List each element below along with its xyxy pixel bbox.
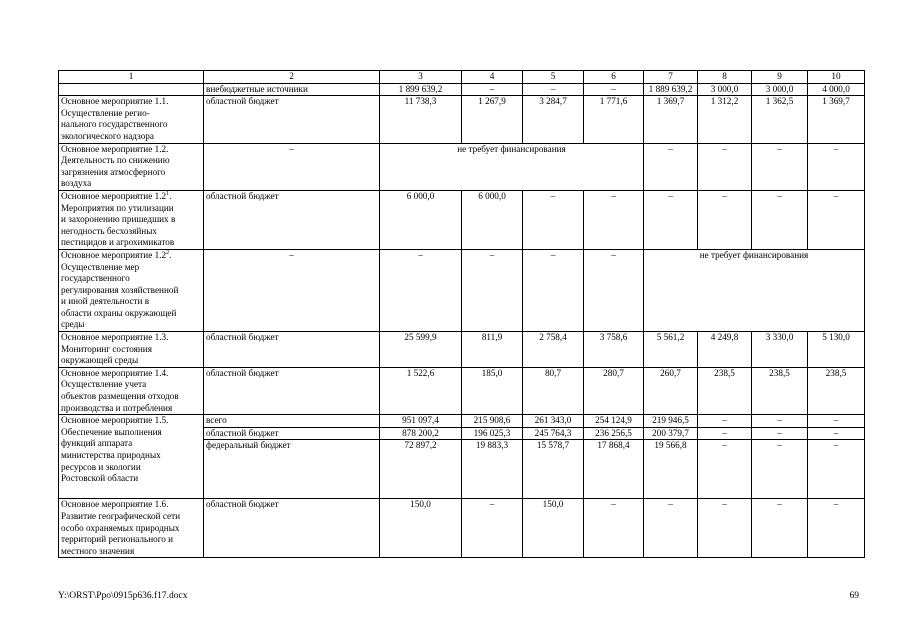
- value-cell: 238,5: [752, 367, 808, 414]
- table-row: [59, 190, 865, 249]
- value-cell: –: [584, 190, 644, 249]
- value-cell: –: [808, 440, 865, 499]
- value-cell: –: [462, 499, 523, 558]
- header-cell: 9: [752, 71, 808, 84]
- source-cell: областной бюджет: [204, 427, 380, 440]
- activity-line: Основное мероприятие $1.2^2$.: [61, 249, 172, 260]
- value-cell: 25 599,9: [380, 332, 462, 368]
- header-cell: 10: [808, 71, 865, 84]
- value-cell: 1 362,5: [752, 96, 808, 143]
- value-cell: –: [698, 499, 752, 558]
- activity-line: Осуществление мер: [61, 261, 140, 272]
- activity-line: Мониторинг состояния: [61, 343, 152, 354]
- header-cell: 5: [523, 71, 584, 84]
- file-path-footer: Y:\ORST\Ppo\0915p636.f17.docx: [58, 591, 188, 601]
- source-cell: областной бюджет: [204, 190, 380, 249]
- header-row: [59, 71, 865, 84]
- activity-line: воздуха: [61, 178, 92, 189]
- activity-line: загрязнения атмосферного: [61, 166, 166, 177]
- activity-line: пестицидов и агрохимикатов: [61, 237, 175, 248]
- activity-cell: [59, 367, 204, 414]
- value-cell: 3 330,0: [752, 332, 808, 368]
- value-cell: 4 249,8: [698, 332, 752, 368]
- activity-line: окружающей среды: [61, 355, 139, 366]
- activity-line: нального государственного: [61, 119, 168, 130]
- activity-cell: [59, 190, 204, 249]
- value-cell: 2 758,4: [523, 332, 584, 368]
- footnote-sup: 2: [166, 249, 170, 256]
- activity-line: местного значения: [61, 545, 135, 556]
- page-number: 69: [849, 591, 859, 601]
- activity-line: Ростовской области: [61, 473, 139, 484]
- activity-line: негодность бесхозяйных: [61, 225, 157, 236]
- value-cell: 5 130,0: [808, 332, 865, 368]
- value-cell: 280,7: [584, 367, 644, 414]
- value-cell: –: [523, 249, 584, 331]
- value-cell: 3 000,0: [752, 83, 808, 96]
- value-cell: –: [644, 143, 698, 190]
- value-cell: 17 868,4: [584, 440, 644, 499]
- activity-cell: [59, 415, 204, 499]
- activity-cell: [59, 249, 204, 331]
- activity-line: и иной деятельности в: [61, 296, 150, 307]
- value-cell: –: [698, 440, 752, 499]
- value-cell: 878 200,2: [380, 427, 462, 440]
- value-cell: 1 899 639,2: [380, 83, 462, 96]
- activity-line: Основное мероприятие 1.6.: [61, 499, 169, 510]
- value-cell: 1 771,6: [584, 96, 644, 143]
- value-cell: –: [462, 83, 523, 96]
- activity-line: объектов размещения отходов: [61, 391, 179, 402]
- value-cell: –: [584, 83, 644, 96]
- activity-line: и захоронению пришедших в: [61, 214, 176, 225]
- source-cell: областной бюджет: [204, 332, 380, 368]
- header-cell: 7: [644, 71, 698, 84]
- value-cell: –: [752, 440, 808, 499]
- header-cell: 6: [584, 71, 644, 84]
- source-cell: областной бюджет: [204, 96, 380, 143]
- activity-cell: [59, 143, 204, 190]
- source-cell: федеральный бюджет: [204, 440, 380, 499]
- header-cell: 3: [380, 71, 462, 84]
- source-cell: внебюджетные источники: [204, 83, 380, 96]
- value-cell: –: [644, 190, 698, 249]
- value-cell: 1 369,7: [808, 96, 865, 143]
- source-cell: областной бюджет: [204, 499, 380, 558]
- header-cell: 2: [204, 71, 380, 84]
- value-cell: –: [584, 249, 644, 331]
- value-cell: 1 889 639,2: [644, 83, 698, 96]
- value-cell: 236 256,5: [584, 427, 644, 440]
- header-cell: 1: [59, 71, 204, 84]
- source-cell: областной бюджет: [204, 367, 380, 414]
- value-cell: 215 908,6: [462, 415, 523, 428]
- activity-line: среды: [61, 319, 85, 330]
- value-cell: –: [698, 190, 752, 249]
- source-cell: –: [204, 143, 380, 190]
- table-row: [59, 143, 865, 190]
- value-cell: –: [752, 143, 808, 190]
- activity-line: Основное мероприятие 1.1.: [61, 96, 169, 107]
- table-row: [59, 249, 865, 331]
- header-cell: 4: [462, 71, 523, 84]
- table-row: [59, 415, 865, 428]
- value-cell: –: [644, 499, 698, 558]
- value-cell: 811,9: [462, 332, 523, 368]
- value-cell: –: [808, 190, 865, 249]
- value-cell: 1 267,9: [462, 96, 523, 143]
- value-cell: 4 000,0: [808, 83, 865, 96]
- table-row: [59, 83, 865, 96]
- value-cell: –: [808, 143, 865, 190]
- value-cell: –: [698, 427, 752, 440]
- value-cell: 1 312,2: [698, 96, 752, 143]
- activity-line: Осуществление регио-: [61, 107, 150, 118]
- activity-cell: [59, 332, 204, 368]
- activity-line: государственного: [61, 273, 130, 284]
- value-cell: –: [752, 190, 808, 249]
- value-cell: 11 738,3: [380, 96, 462, 143]
- value-cell: 245 764,3: [523, 427, 584, 440]
- value-cell: 1 369,7: [644, 96, 698, 143]
- value-cell: 80,7: [523, 367, 584, 414]
- value-cell: 260,7: [644, 367, 698, 414]
- value-cell: 951 097,4: [380, 415, 462, 428]
- value-cell: 196 025,3: [462, 427, 523, 440]
- table-row: [59, 499, 865, 558]
- activity-line: функций аппарата: [61, 438, 133, 449]
- value-cell: 150,0: [380, 499, 462, 558]
- value-cell: 72 897,2: [380, 440, 462, 499]
- value-cell: –: [462, 249, 523, 331]
- source-cell: –: [204, 249, 380, 331]
- value-cell: 254 124,9: [584, 415, 644, 428]
- activity-line: области охраны окружающей: [61, 307, 177, 318]
- activity-line: регулирования хозяйственной: [61, 284, 179, 295]
- activity-line: министерства природных: [61, 450, 161, 460]
- value-cell: 238,5: [808, 367, 865, 414]
- activity-line: Основное мероприятие 1.4.: [61, 367, 169, 378]
- activity-line: Основное мероприятие 1.2.: [61, 143, 169, 154]
- value-cell: –: [698, 415, 752, 428]
- activity-line: Основное мероприятие 1.5.: [61, 415, 169, 426]
- activity-cell: [59, 499, 204, 558]
- value-cell: 15 578,7: [523, 440, 584, 499]
- value-cell: –: [698, 143, 752, 190]
- value-cell: –: [752, 427, 808, 440]
- value-cell: 3 284,7: [523, 96, 584, 143]
- table-row: [59, 367, 865, 414]
- value-cell: 1 522,6: [380, 367, 462, 414]
- header-cell: 8: [698, 71, 752, 84]
- table-row: [59, 332, 865, 368]
- activity-line: Развитие географической сети: [61, 511, 181, 521]
- value-cell: –: [523, 83, 584, 96]
- table-row: [59, 96, 865, 143]
- value-cell: –: [752, 415, 808, 428]
- value-cell: –: [584, 499, 644, 558]
- activity-line: территорий регионального и: [61, 534, 174, 545]
- value-cell: 261 343,0: [523, 415, 584, 428]
- activity-line: Основное мероприятие $1.2^1$.: [61, 190, 172, 201]
- value-cell: –: [808, 499, 865, 558]
- value-cell: 150,0: [523, 499, 584, 558]
- source-cell: всего: [204, 415, 380, 428]
- activity-line: экологического надзора: [61, 130, 154, 141]
- footnote-sup: 1: [166, 190, 170, 197]
- value-cell: 6 000,0: [462, 190, 523, 249]
- value-cell: –: [808, 415, 865, 428]
- value-cell: –: [380, 249, 462, 331]
- activity-line: особо охраняемых природных: [61, 522, 180, 533]
- activity-cell: [59, 83, 204, 96]
- no-funding-note: не требует финансирования: [380, 143, 644, 190]
- activity-line: ресурсов и экологии: [61, 461, 141, 472]
- activity-line: Обеспечение выполнения: [61, 426, 162, 437]
- value-cell: –: [523, 190, 584, 249]
- activity-cell: [59, 96, 204, 143]
- value-cell: 219 946,5: [644, 415, 698, 428]
- value-cell: 238,5: [698, 367, 752, 414]
- activity-line: Мероприятия по утилизации: [61, 202, 174, 213]
- value-cell: 6 000,0: [380, 190, 462, 249]
- value-cell: 19 566,8: [644, 440, 698, 499]
- value-cell: 3 758,6: [584, 332, 644, 368]
- activity-line: Деятельность по снижению: [61, 155, 170, 166]
- activity-line: Основное мероприятие 1.3.: [61, 332, 169, 343]
- value-cell: 19 883,3: [462, 440, 523, 499]
- no-funding-note: не требует финансирования: [644, 249, 865, 331]
- value-cell: 200 379,7: [644, 427, 698, 440]
- value-cell: –: [808, 427, 865, 440]
- value-cell: 185,0: [462, 367, 523, 414]
- value-cell: –: [752, 499, 808, 558]
- activity-line: производства и потребления: [61, 402, 173, 413]
- activity-line: Осуществление учета: [61, 379, 147, 390]
- value-cell: 3 000,0: [698, 83, 752, 96]
- value-cell: 5 561,2: [644, 332, 698, 368]
- budget-table: [58, 70, 865, 558]
